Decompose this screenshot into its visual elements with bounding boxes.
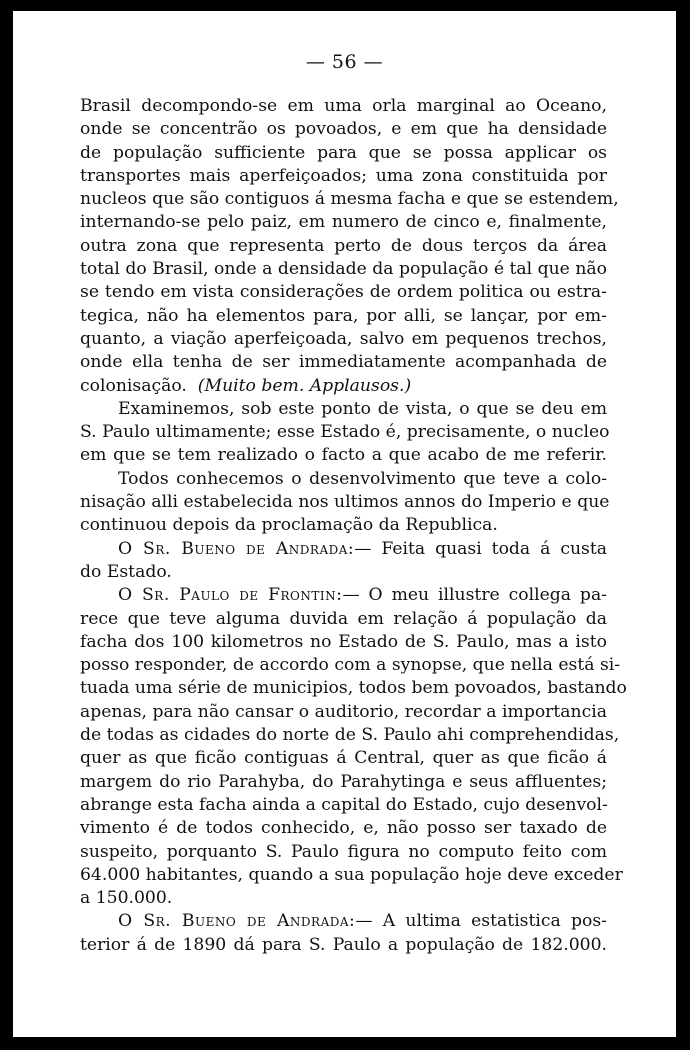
- text-line: terior á de 1890 dá para S. Paulo a população de 182.000.: [80, 934, 607, 955]
- text-line: do Estado.: [80, 561, 172, 582]
- text-line: [80, 910, 607, 933]
- text-line: de população sufficiente para que se possa applicar os: [80, 142, 607, 163]
- applause-note: (Muito bem. Applausos.): [197, 375, 412, 396]
- page-number: — 56 —: [305, 51, 384, 73]
- document-page: [13, 11, 676, 1037]
- text-line: Brasil decompondo-se em uma orla marginal ao Oceano,: [80, 96, 607, 116]
- text-line: transportes mais aperfeiçoados; uma zona constituida por: [80, 165, 607, 186]
- text-line: Todos conhecemos o desenvolvimento que teve a colo-: [118, 468, 607, 489]
- text-line: S. Paulo ultimamente; esse Estado é, precisamente, o nucleo: [80, 422, 610, 443]
- speaker-name: O Sr. Bueno de Andrada:: [118, 911, 356, 932]
- text-line: Examinemos, sob este ponto de vista, o que se deu em: [118, 398, 607, 419]
- text-line: tuada uma série de municipios, todos bem povoados, bastando: [80, 678, 627, 699]
- text-line: apenas, para não cansar o auditorio, recordar a importancia: [80, 701, 607, 722]
- text-line: nisação alli estabelecida nos ultimos annos do Imperio e que: [80, 492, 610, 513]
- text-line: vimento é de todos conhecido, e, não posso ser taxado de: [80, 818, 607, 839]
- line-text: — Feita quasi toda á custa: [354, 538, 607, 559]
- body-text: [80, 95, 627, 957]
- paragraph: [80, 398, 610, 468]
- text-line: [80, 538, 607, 561]
- paragraph: [80, 95, 619, 398]
- text-line: 64.000 habitantes, quando a sua população hoje deve exceder: [80, 864, 623, 885]
- text-line: [80, 375, 607, 398]
- paragraph: [80, 910, 607, 957]
- text-line: total do Brasil, onde a densidade da população é tal que não: [80, 259, 607, 280]
- speaker-name: O Sr. Bueno de Andrada:: [118, 538, 355, 559]
- text-line: [80, 584, 607, 607]
- text-line: facha dos 100 kilometros no Estado de S. Paulo, mas a isto: [80, 631, 607, 652]
- text-line: suspeito, porquanto S. Paulo figura no computo feito com: [80, 841, 607, 862]
- line-text: colonisação.: [80, 375, 187, 396]
- line-text: — A ultima estatistica pos-: [355, 911, 607, 932]
- text-line: outra zona que representa perto de dous terços da área: [80, 235, 607, 256]
- paragraph: [80, 468, 610, 538]
- line-text: — O meu illustre collega pa-: [342, 585, 607, 606]
- text-line: de todas as cidades do norte de S. Paulo ahi comprehendidas,: [80, 725, 620, 746]
- text-line: margem do rio Parahyba, do Parahytinga e seus affluentes;: [80, 771, 607, 792]
- text-line: abrange esta facha ainda a capital do Estado, cujo desenvol-: [80, 794, 608, 815]
- text-line: internando-se pelo paiz, em numero de cinco e, finalmente,: [80, 212, 607, 233]
- text-line: posso responder, de accordo com a synopse, que nella está si-: [80, 655, 621, 676]
- text-line: quanto, a viação aperfeiçoada, salvo em pequenos trechos,: [80, 328, 607, 349]
- text-line: nucleos que são contiguos á mesma facha e que se estendem,: [80, 189, 619, 210]
- text-line: a 150.000.: [80, 888, 173, 909]
- paragraph: [80, 538, 607, 585]
- text-line: tegica, não ha elementos para, por alli, se lançar, por em-: [80, 305, 607, 326]
- text-line: onde se concentrão os povoados, e em que ha densidade: [80, 119, 607, 140]
- text-line: quer as que ficão contiguas á Central, quer as que ficão á: [80, 748, 607, 769]
- text-line: rece que teve alguma duvida em relação á população da: [80, 608, 607, 629]
- text-line: continuou depois da proclamação da Republica.: [80, 515, 498, 536]
- text-line: em que se tem realizado o facto a que acabo de me referir.: [80, 445, 607, 466]
- paragraph: [80, 584, 627, 910]
- text-line: se tendo em vista considerações de ordem politica ou estra-: [80, 282, 607, 303]
- speaker-name: O Sr. Paulo de Frontin:: [118, 585, 343, 606]
- text-line: onde ella tenha de ser immediatamente acompanhada de: [80, 352, 607, 373]
